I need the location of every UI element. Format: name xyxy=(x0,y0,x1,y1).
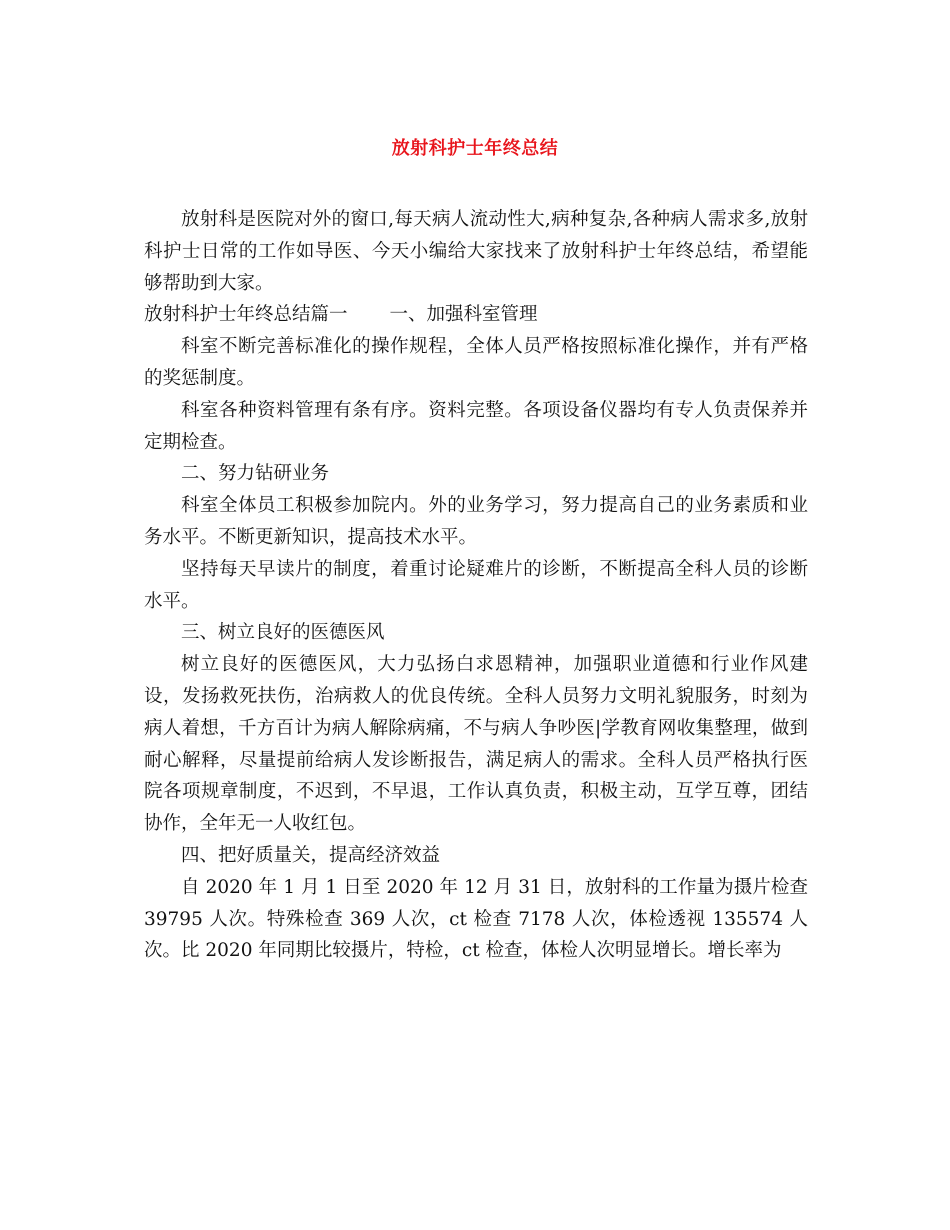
section-heading: 一、加强科室管理 xyxy=(389,304,538,326)
section-heading: 三、树立良好的医德医风 xyxy=(181,622,385,644)
document-title: 放射科护士年终总结 xyxy=(391,138,559,159)
document-body xyxy=(144,204,808,967)
paragraph: 坚持每天早读片的制度，着重讨论疑难片的诊断，不断提高全科人员的诊断水平。 xyxy=(144,558,808,612)
part-title: 放射科护士年终总结篇一 xyxy=(144,304,348,326)
paragraph: 树立良好的医德医风，大力弘扬白求恩精神，加强职业道德和行业作风建设，发扬救死扶伤，治病救人的优良传统。全科人员努力文明礼貌服务，时刻为病人着想，千方百计为病人解除病痛，不与病人争吵医|学教育网收集整理，做到耐心解释，尽量提前给病人发诊断报告，满足病人的需求。全科人员严格执行医院各项规章制度，不迟到，不早退，工作认真负责，积极主动，互学互尊，团结协作，全年无一人收红包。 xyxy=(144,654,808,835)
part-heading-line xyxy=(144,299,808,331)
intro-paragraph: 放射科是医院对外的窗口,每天病人流动性大,病种复杂,各种病人需求多,放射科护士日常的工作如导医、今天小编给大家找来了放射科护士年终总结，希望能够帮助到大家。 xyxy=(144,209,808,294)
paragraph: 科室全体员工积极参加院内。外的业务学习，努力提高自己的业务素质和业务水平。不断更新知识，提高技术水平。 xyxy=(144,495,808,548)
section-heading: 四、把好质量关，提高经济效益 xyxy=(181,844,441,866)
paragraph: 自 2020 年 1 月 1 日至 2020 年 12 月 31 日，放射科的工作量为摄片检查 39795 人次。特殊检查 369 人次，ct 检查 7178 人次，体检透视 135574 人次。比 2020 年同期比较摄片，特检，ct 检查，体检人次明显增长。增长率为 xyxy=(144,876,808,962)
paragraph: 科室各种资料管理有条有序。资料完整。各项设备仪器均有专人负责保养并定期检查。 xyxy=(144,399,808,453)
section-heading: 二、努力钻研业务 xyxy=(181,463,330,485)
paragraph: 科室不断完善标准化的操作规程，全体人员严格按照标准化操作，并有严格的奖惩制度。 xyxy=(144,336,808,389)
